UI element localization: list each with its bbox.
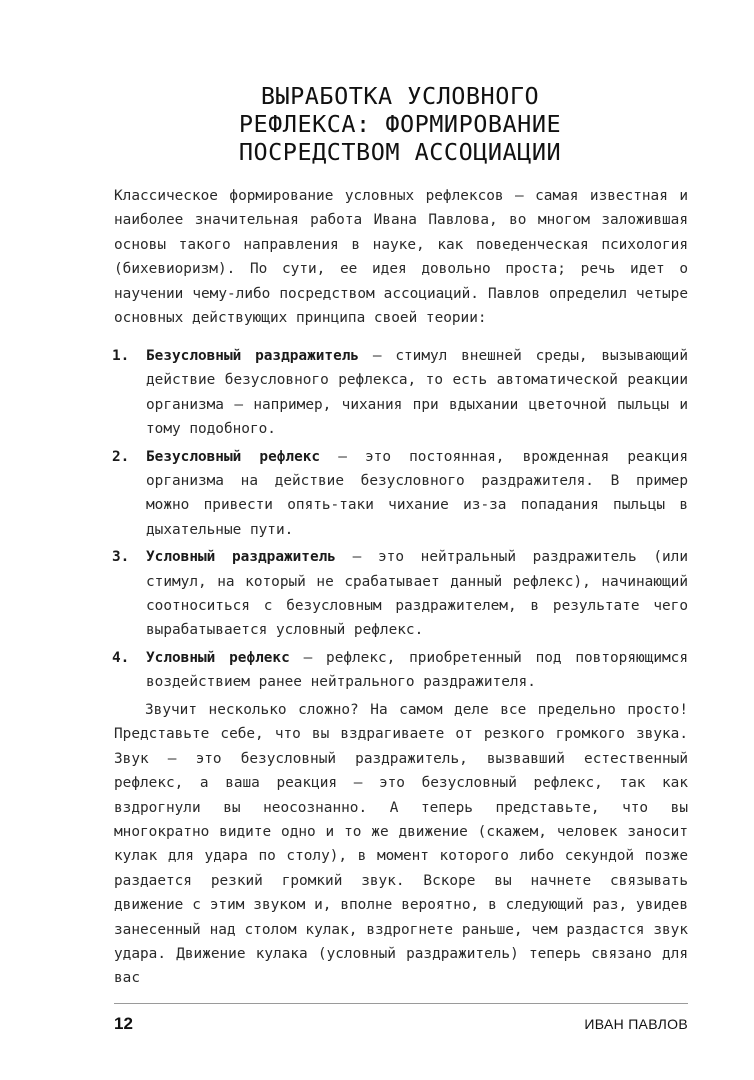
principle-item (112, 545, 688, 643)
principle-item (112, 445, 688, 543)
principle-item (112, 344, 688, 442)
example-paragraph: Звучит несколько сложно? На самом деле все предельно просто! Представьте себе, что вы вздрагиваете от резкого громкого звука. Звук – это безусловный раздражитель, вызвавший естественный рефлекс, а ваша реакция – это безусловный рефлекс, так как вздрогнули вы неосознанно. А теперь представьте, что вы многократно видите одно и то же движение (скажем, человек заносит кулак для удара по столу), в момент которого либо секундой позже раздается резкий громкий звук. Вскоре вы начнете связывать движение с этим звуком и, вполне вероятно, в следующий раз, увидев занесенный над столом кулак, вздрогнете раньше, чем раздастся звук удара. Движение кулака (условный раздражитель) теперь связано для вас (114, 702, 688, 987)
principle-number: 1. (112, 348, 130, 364)
chapter-title (110, 82, 690, 166)
running-head-author: ИВАН ПАВЛОВ (584, 1016, 688, 1032)
principle-number: 2. (112, 448, 130, 465)
principles-list (112, 344, 688, 698)
principle-number: 3. (112, 549, 130, 566)
principle-number: 4. (112, 649, 130, 666)
principle-definition: – это нейтральный раздражитель (или стимул, на который не срабатывает данный рефлекс), начинающий соотноситься с безусловным раздражителем, в результате чего вырабатывается условный рефлекс. (146, 549, 688, 639)
principle-term: Условный рефлекс (146, 649, 290, 666)
principle-definition: – это постоянная, врожденная реакция организма на действие безусловного раздражителя. В пример можно привести опять-таки чихание из-за попадания пыльцы в дыхательные пути. (146, 448, 688, 538)
principle-definition: – стимул внешней среды, вызывающий действие безусловного рефлекса, то есть автоматической реакции организма – например, чихания при вдыхании цветочной пыльцы и тому подобного. (146, 348, 688, 438)
principle-term: Безусловный раздражитель (146, 348, 360, 364)
principle-definition: – рефлекс, приобретенный под повторяющимся воздействием ранее нейтрального раздражителя. (146, 649, 688, 691)
footer-divider (114, 1003, 688, 1004)
intro-paragraph: Классическое формирование условных рефлексов – самая известная и наиболее значительная работа Ивана Павлова, во многом заложившая основы такого направления в науке, как поведенческая психология (бихевиоризм). По сути, ее идея довольно проста; речь идет о научении чему-либо посредством ассоциаций. Павлов определил четыре основных действующих принципа своей теории: (114, 188, 688, 327)
chapter-title-line-2: РЕФЛЕКСА: ФОРМИРОВАНИЕ (238, 110, 562, 138)
principle-item (112, 646, 688, 695)
chapter-title-line-3: ПОСРЕДСТВОМ АССОЦИАЦИИ (238, 138, 562, 166)
page-number: 12 (114, 1014, 133, 1033)
principle-term: Безусловный рефлекс (146, 448, 321, 465)
chapter-title-line-1: ВЫРАБОТКА УСЛОВНОГО (260, 82, 540, 110)
principle-term: Условный раздражитель (146, 549, 336, 566)
